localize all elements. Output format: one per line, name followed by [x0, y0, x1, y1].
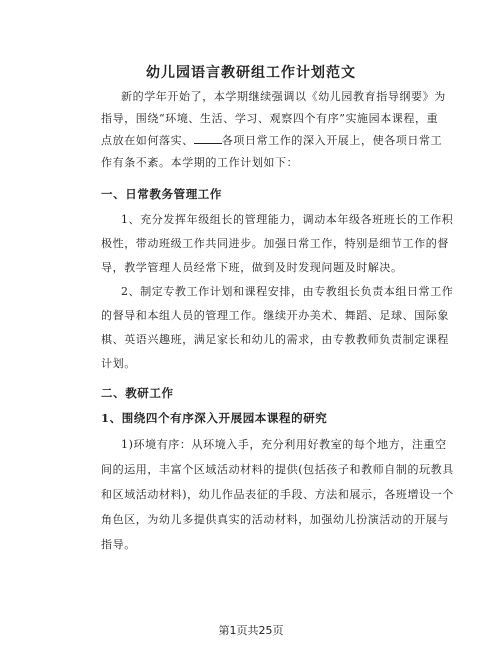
s1-p2-line-4: 计划。 [101, 357, 136, 370]
s1-p2-line-3: 棋、英语兴趣班，满足家长和幼儿的需求，由专教教师负责制定课程 [101, 333, 449, 346]
document-title: 幼儿园语言教研组工作计划范文 [146, 65, 356, 81]
page-footer: 第1页共25页 [218, 624, 284, 637]
section-2-heading: 二、教研工作 [101, 386, 174, 400]
s1-p2-line-1: 2、制定专教工作计划和课程安排，由专教组长负责本组日常工作 [121, 285, 454, 298]
intro-line-3-part-a: 点放在如何落实、 [101, 134, 194, 147]
s1-p1-line-1: 1、充分发挥年级组长的管理能力，调动本年级各班班长的工作积 [121, 213, 454, 226]
s2-p1-line-4: 角色区，为幼儿多提供真实的活动材料，加强幼儿扮演活动的开展与 [101, 513, 449, 526]
intro-line-1: 新的学年开始了，本学期继续强调以《幼儿园教育指导纲要》为 [121, 90, 446, 103]
intro-line-3-part-b: 各项日常工作的深入开展上，使各项日常工 [221, 134, 443, 147]
intro-line-4: 作有条不紊。本学期的工作计划如下： [101, 156, 299, 169]
s1-p1-line-3: 导，教学管理人员经常下班，做到及时发现问题及时解决。 [101, 261, 403, 274]
s2-p1-line-5: 指导。 [101, 538, 136, 551]
intro-line-2: 指导，围绕“环境、生活、学习、观察四个有序”实施园本课程，重 [101, 112, 439, 125]
s2-p1-line-3: 和区域活动材料)，幼儿作品表征的手段、方法和展示，各班增设一个 [101, 488, 454, 501]
s2-p1-line-1: 1)环境有序：从环境入手，充分利用好教室的每个地方，注重空 [121, 438, 447, 451]
s2-p1-line-2: 间的运用，丰富个区域活动材料的提供(包括孩子和教师自制的玩教具 [101, 463, 454, 476]
s1-p1-line-2: 极性，带动班级工作共同进步。加强日常工作，特别是细节工作的督 [101, 237, 449, 250]
section-1-heading: 一、日常教务管理工作 [101, 187, 222, 201]
intro-line-3 [101, 132, 442, 148]
blank-underline [194, 133, 222, 144]
section-2-subheading: 1、围绕四个有序深入开展园本课程的研究 [101, 411, 328, 425]
s1-p2-line-2: 的督导和本组人员的管理工作。继续开办美术、舞蹈、足球、国际象 [101, 309, 449, 322]
